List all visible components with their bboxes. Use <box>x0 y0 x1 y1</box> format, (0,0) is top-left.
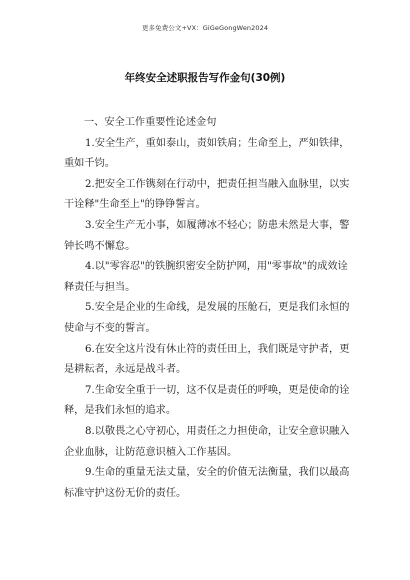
list-item: 6.在安全这片没有休止符的责任田上，我们既是守护者，更是耕耘者，永远是战斗者。 <box>64 343 350 376</box>
document-body <box>64 113 354 504</box>
list-item: 9.生命的重量无法丈量，安全的价值无法衡量，我们以最高标准守护这份无价的责任。 <box>64 467 350 499</box>
list-item: 3.安全生产无小事，如履薄冰不轻心；防患未然是大事，警钟长鸣不懈怠。 <box>64 219 350 252</box>
list-item: 5.安全是企业的生命线，是发展的压舱石，更是我们永恒的使命与不变的誓言。 <box>64 302 350 334</box>
section-heading: 一、安全工作重要性论述金句 <box>84 117 217 128</box>
list-item: 4.以"零容忍"的铁腕织密安全防护网，用"零事故"的成效诠释责任与担当。 <box>64 261 348 293</box>
list-item: 2.把安全工作镌刻在行动中，把责任担当融入血脉里，以实干诠释"生命至上"的铮铮誓言。 <box>64 178 350 211</box>
list-item: 1.安全生产，重如泰山，责如铁肩；生命至上，严如铁律，重如千钧。 <box>64 137 350 170</box>
document-title: 年终安全述职报告写作金句(30例) <box>124 72 286 84</box>
list-item: 8.以敬畏之心守初心，用责任之力担使命，让安全意识融入企业血脉，让防范意识植入工作基因。 <box>64 425 350 458</box>
list-item: 7.生命安全重于一切，这不仅是责任的呼唤，更是使命的诠释，是我们永恒的追求。 <box>64 384 350 417</box>
header-note: 更多免费公文+VX：GiGeGongWen2024 <box>141 24 269 32</box>
